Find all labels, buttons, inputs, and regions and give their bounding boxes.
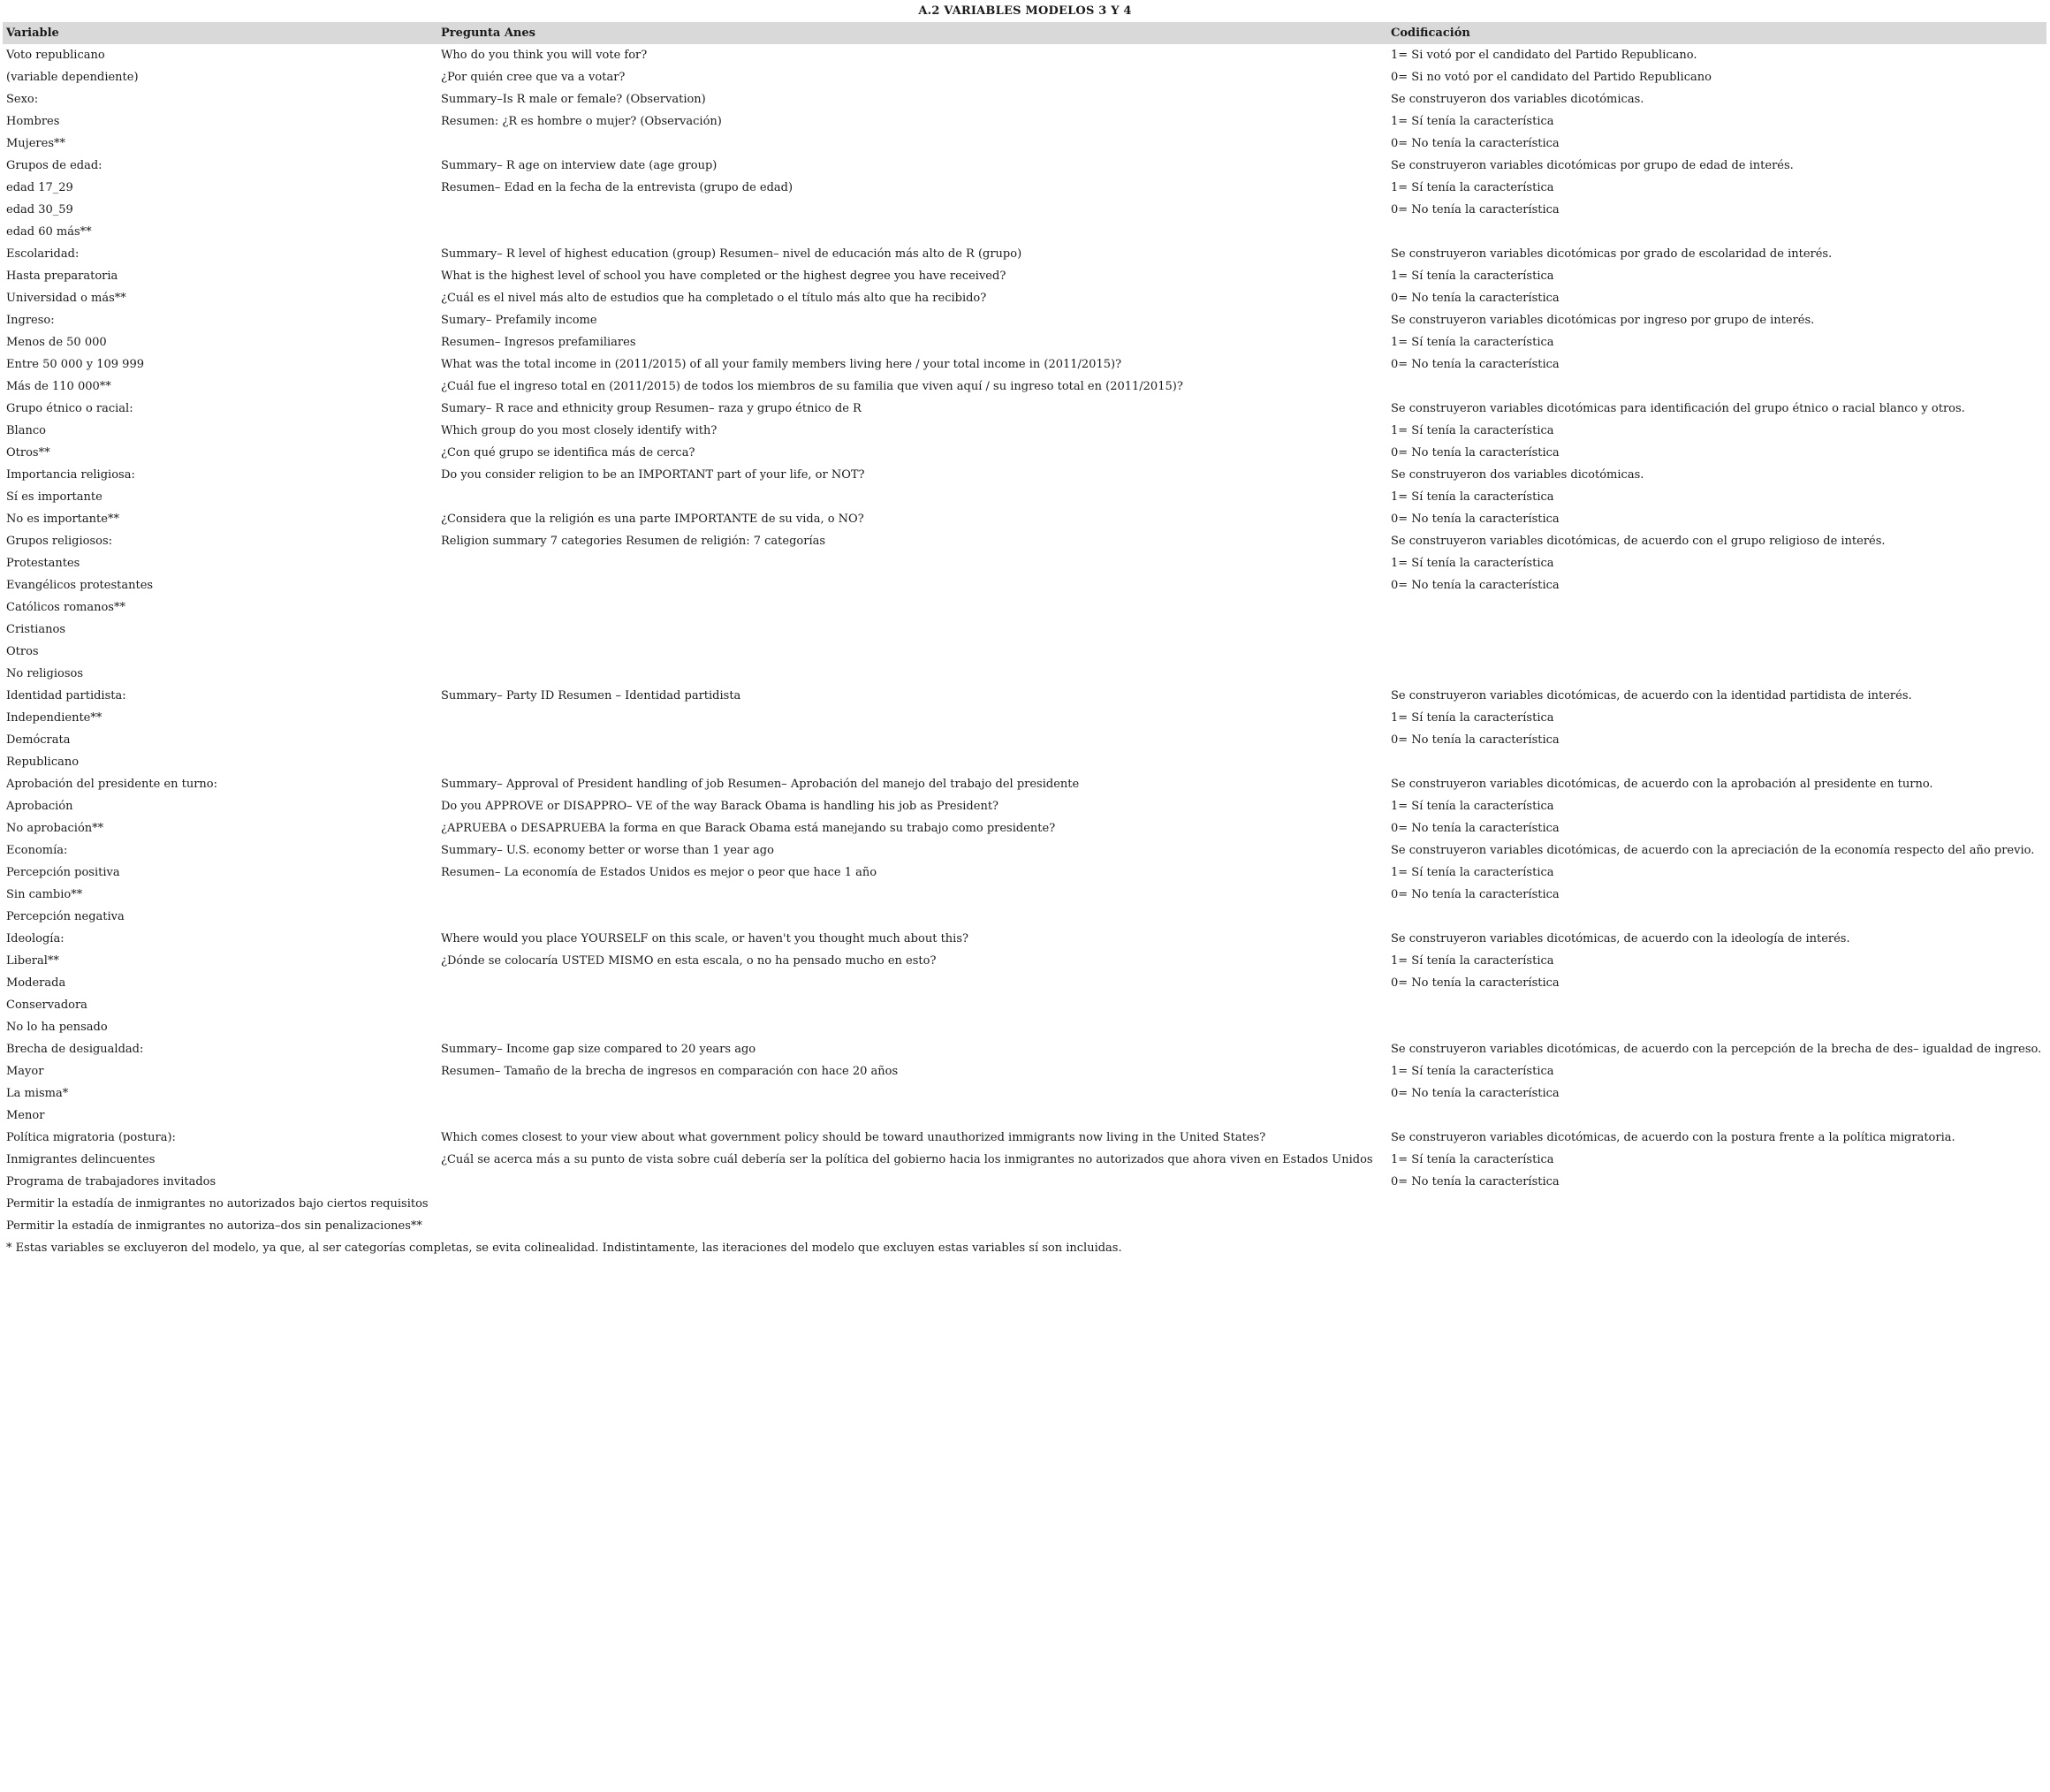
cell-codificacion: 0= No tenía la característica [1391, 888, 1560, 901]
cell-codificacion: 0= No tenía la característica [1391, 976, 1560, 990]
cell-variable: Economía: [6, 844, 68, 857]
cell-codificacion [1387, 663, 2044, 685]
table-row [3, 685, 2046, 707]
table-row [3, 1127, 2046, 1149]
cell-variable: Voto republicano [6, 49, 105, 62]
cell-pregunta [437, 751, 1387, 773]
cell-variable: Menor [6, 1109, 45, 1122]
table-row [3, 928, 2046, 950]
cell-pregunta: Who do you think you will vote for? [441, 49, 648, 62]
cell-variable: Política migratoria (postura): [6, 1131, 176, 1144]
cell-pregunta: Religion summary 7 categories Resumen de religión: 7 categorías [441, 535, 826, 548]
cell-codificacion: 1= Sí tenía la característica [1391, 424, 1554, 437]
cell-variable: Sexo: [6, 93, 39, 106]
cell-variable: Demócrata [6, 733, 71, 747]
cell-codificacion: 1= Sí tenía la característica [1391, 181, 1554, 194]
cell-variable: Más de 110 000** [6, 380, 111, 393]
cell-variable: Aprobación [6, 800, 73, 813]
cell-codificacion [1387, 994, 2044, 1016]
cell-variable: edad 60 más** [6, 225, 92, 239]
cell-codificacion: Se construyeron variables dicotómicas por grupo de edad de interés. [1391, 159, 1794, 172]
table-row [3, 243, 2046, 265]
cell-variable: Escolaridad: [6, 247, 80, 261]
table-row [3, 839, 2046, 862]
table-body [3, 44, 2046, 1237]
cell-variable: Conservadora [6, 999, 87, 1012]
header-pregunta: Pregunta Anes [441, 27, 535, 40]
cell-codificacion: 1= Si votó por el candidato del Partido Republicano. [1391, 49, 1697, 62]
cell-pregunta: ¿Cuál es el nivel más alto de estudios que ha completado o el título más alto que ha recibido? [441, 292, 987, 305]
cell-variable: Grupo étnico o racial: [6, 402, 133, 415]
cell-pregunta: Sumary– Prefamily income [441, 314, 597, 327]
table-row [3, 486, 2046, 508]
table-row [3, 88, 2046, 110]
cell-codificacion: 0= Si no votó por el candidato del Partido Republicano [1391, 71, 1712, 84]
table-row [3, 398, 2046, 420]
cell-pregunta: What is the highest level of school you have completed or the highest degree you have received? [441, 270, 1006, 283]
table-row [3, 177, 2046, 199]
cell-pregunta: Summary– Party ID Resumen – Identidad partidista [441, 689, 741, 702]
cell-variable: La misma* [6, 1087, 69, 1100]
cell-variable: Ideología: [6, 932, 65, 945]
cell-codificacion: 1= Sí tenía la característica [1391, 557, 1554, 570]
cell-pregunta [437, 1082, 1387, 1105]
cell-codificacion [1387, 1215, 2044, 1237]
table-row [3, 884, 2046, 906]
cell-codificacion [1387, 1193, 2044, 1215]
table-row [3, 508, 2046, 530]
cell-codificacion: 0= No tenía la característica [1391, 1175, 1560, 1188]
cell-variable: Moderada [6, 976, 66, 990]
cell-pregunta: Summary– Income gap size compared to 20 years ago [441, 1043, 756, 1056]
table-row [3, 353, 2046, 376]
table-row [3, 1193, 2046, 1215]
cell-codificacion [1387, 376, 2044, 398]
cell-codificacion: Se construyeron variables dicotómicas, de acuerdo con la apreciación de la economía respecto del año previo. [1391, 844, 2035, 857]
cell-codificacion: 1= Sí tenía la característica [1391, 115, 1554, 128]
cell-codificacion: 0= No tenía la característica [1391, 822, 1560, 835]
header-codificacion: Codificación [1391, 27, 1470, 40]
cell-codificacion: 1= Sí tenía la característica [1391, 1065, 1554, 1078]
cell-pregunta [437, 906, 1387, 928]
cell-codificacion: 0= No tenía la característica [1391, 1087, 1560, 1100]
cell-pregunta: Do you consider religion to be an IMPORTANT part of your life, or NOT? [441, 468, 865, 482]
cell-variable: Percepción positiva [6, 866, 120, 879]
cell-codificacion: 1= Sí tenía la característica [1391, 954, 1554, 968]
cell-variable: Sí es importante [6, 490, 102, 504]
cell-pregunta: Resumen– Ingresos prefamiliares [441, 336, 636, 349]
table-row [3, 110, 2046, 133]
cell-pregunta: Summary– R age on interview date (age group) [441, 159, 718, 172]
table-header [3, 22, 2046, 44]
table-row [3, 1171, 2046, 1193]
cell-codificacion [1387, 1105, 2044, 1127]
cell-codificacion: 1= Sí tenía la característica [1391, 1153, 1554, 1166]
cell-pregunta: ¿Dónde se colocaría USTED MISMO en esta escala, o no ha pensado mucho en esto? [441, 954, 937, 968]
cell-variable: Otros** [6, 446, 50, 459]
table-row [3, 729, 2046, 751]
table-row [3, 1149, 2046, 1171]
cell-variable: No religiosos [6, 667, 84, 680]
table-row [3, 817, 2046, 839]
cell-variable: Entre 50 000 y 109 999 [6, 358, 144, 371]
table-row [3, 552, 2046, 574]
table-row [3, 641, 2046, 663]
cell-pregunta: Summary– R level of highest education (group) Resumen– nivel de educación más alto de R (grupo) [441, 247, 1022, 261]
table-row [3, 221, 2046, 243]
table-row [3, 994, 2046, 1016]
table-row [3, 795, 2046, 817]
cell-codificacion: 0= No tenía la característica [1391, 358, 1560, 371]
cell-codificacion: 1= Sí tenía la característica [1391, 270, 1554, 283]
cell-pregunta [437, 619, 1387, 641]
cell-pregunta: ¿Con qué grupo se identifica más de cerca? [441, 446, 695, 459]
cell-variable: Liberal** [6, 954, 59, 968]
cell-variable: Programa de trabajadores invitados [6, 1175, 216, 1188]
cell-codificacion: 0= No tenía la característica [1391, 446, 1560, 459]
cell-pregunta: Where would you place YOURSELF on this scale, or haven't you thought much about this? [441, 932, 968, 945]
cell-pregunta: Summary– Approval of President handling of job Resumen– Aprobación del manejo del trabajo del presidente [441, 778, 1080, 791]
table-row [3, 1105, 2046, 1127]
cell-variable: Ingreso: [6, 314, 55, 327]
cell-variable: No aprobación** [6, 822, 104, 835]
cell-variable: Identidad partidista: [6, 689, 126, 702]
cell-variable: Aprobación del presidente en turno: [6, 778, 217, 791]
cell-pregunta [437, 972, 1387, 994]
cell-pregunta [437, 663, 1387, 685]
table-row [3, 464, 2046, 486]
cell-codificacion: 0= No tenía la característica [1391, 292, 1560, 305]
cell-pregunta [437, 884, 1387, 906]
cell-pregunta [437, 1105, 1387, 1127]
cell-variable: Grupos de edad: [6, 159, 102, 172]
cell-variable: Protestantes [6, 557, 80, 570]
cell-codificacion [1387, 906, 2044, 928]
cell-codificacion: Se construyeron variables dicotómicas por grado de escolaridad de interés. [1391, 247, 1833, 261]
table-row [3, 442, 2046, 464]
header-variable: Variable [6, 27, 59, 40]
table-row [3, 574, 2046, 596]
cell-variable: Inmigrantes delincuentes [6, 1153, 156, 1166]
cell-pregunta: ¿APRUEBA o DESAPRUEBA la forma en que Barack Obama está manejando su trabajo como presidente? [441, 822, 1056, 835]
cell-variable: Hasta preparatoria [6, 270, 118, 283]
cell-variable: Importancia religiosa: [6, 468, 135, 482]
cell-pregunta: Do you APPROVE or DISAPPRO– VE of the way Barack Obama is handling his job as President? [441, 800, 999, 813]
cell-codificacion: Se construyeron variables dicotómicas, de acuerdo con el grupo religioso de interés. [1391, 535, 1886, 548]
cell-pregunta: Which comes closest to your view about what government policy should be toward unauthorized immigrants now living in the United States? [441, 1131, 1266, 1144]
cell-variable: Cristianos [6, 623, 65, 636]
cell-codificacion: 1= Sí tenía la característica [1391, 336, 1554, 349]
cell-pregunta [437, 574, 1387, 596]
cell-variable: Mayor [6, 1065, 44, 1078]
cell-variable: Percepción negativa [6, 910, 125, 923]
table-row [3, 376, 2046, 398]
cell-pregunta: ¿Por quién cree que va a votar? [441, 71, 626, 84]
cell-variable: No lo ha pensado [6, 1021, 108, 1034]
document-title: A.2 VARIABLES MODELOS 3 Y 4 [918, 4, 1132, 18]
cell-variable: Mujeres** [6, 137, 65, 150]
cell-codificacion: Se construyeron variables dicotómicas por ingreso por grupo de interés. [1391, 314, 1815, 327]
table-row [3, 265, 2046, 287]
table-row [3, 596, 2046, 619]
cell-variable: edad 30_59 [6, 203, 73, 216]
cell-codificacion: 0= No tenía la característica [1391, 513, 1560, 526]
cell-codificacion: 1= Sí tenía la característica [1391, 800, 1554, 813]
cell-variable: (variable dependiente) [6, 71, 139, 84]
cell-pregunta [437, 641, 1387, 663]
cell-pregunta: ¿Cuál se acerca más a su punto de vista sobre cuál debería ser la política del gobierno hacia los inmigrantes no autorizados que ahora viven en Estados Unidos [441, 1153, 1373, 1166]
table-row [3, 972, 2046, 994]
table-row [3, 420, 2046, 442]
cell-variable: Brecha de desigualdad: [6, 1043, 144, 1056]
cell-variable: Grupos religiosos: [6, 535, 113, 548]
cell-codificacion [1387, 619, 2044, 641]
cell-codificacion [1387, 596, 2044, 619]
cell-pregunta [437, 552, 1387, 574]
cell-codificacion: Se construyeron dos variables dicotómicas. [1391, 468, 1644, 482]
cell-variable: No es importante** [6, 513, 119, 526]
table-row [3, 751, 2046, 773]
cell-codificacion [1387, 1016, 2044, 1038]
cell-variable: Evangélicos protestantes [6, 579, 154, 592]
table-row [3, 1082, 2046, 1105]
table-row [3, 1016, 2046, 1038]
cell-pregunta [437, 221, 1387, 243]
cell-pregunta: Resumen: ¿R es hombre o mujer? (Observación) [441, 115, 722, 128]
cell-variable: Republicano [6, 756, 80, 769]
cell-pregunta [437, 1171, 1387, 1193]
cell-codificacion: Se construyeron variables dicotómicas para identificación del grupo étnico o racial blanco y otros. [1391, 402, 1965, 415]
table-row [3, 1215, 2046, 1237]
table-row [3, 530, 2046, 552]
table-row [3, 1060, 2046, 1082]
table-row [3, 133, 2046, 155]
cell-variable: Católicos romanos** [6, 601, 125, 614]
table-row [3, 950, 2046, 972]
table-row [3, 287, 2046, 309]
cell-codificacion: Se construyeron variables dicotómicas, de acuerdo con la identidad partidista de interés. [1391, 689, 1912, 702]
cell-pregunta: ¿Considera que la religión es una parte IMPORTANTE de su vida, o NO? [441, 513, 864, 526]
cell-variable: Universidad o más** [6, 292, 126, 305]
cell-variable: Sin cambio** [6, 888, 83, 901]
cell-codificacion: 0= No tenía la característica [1391, 733, 1560, 747]
cell-pregunta: Summary–Is R male or female? (Observation) [441, 93, 706, 106]
cell-pregunta [437, 199, 1387, 221]
cell-pregunta: Resumen– Tamaño de la brecha de ingresos en comparación con hace 20 años [441, 1065, 899, 1078]
cell-variable: Permitir la estadía de inmigrantes no autoriza–dos sin penalizaciones** [6, 1219, 422, 1233]
footnote: * Estas variables se excluyeron del modelo, ya que, al ser categorías completas, se evita colinealidad. Indistintamente, las iteraciones del modelo que excluyen estas variables sí son incluidas. [6, 1241, 1122, 1255]
cell-variable: Blanco [6, 424, 46, 437]
cell-pregunta: Resumen– La economía de Estados Unidos es mejor o peor que hace 1 año [441, 866, 877, 879]
table-row [3, 619, 2046, 641]
table-row [3, 663, 2046, 685]
cell-pregunta: Sumary– R race and ethnicity group Resumen– raza y grupo étnico de R [441, 402, 862, 415]
cell-variable: Otros [6, 645, 39, 658]
cell-pregunta [437, 1215, 1387, 1237]
table-row [3, 773, 2046, 795]
cell-variable: Independiente** [6, 711, 102, 725]
table-row [3, 331, 2046, 353]
cell-codificacion [1387, 221, 2044, 243]
cell-codificacion: Se construyeron variables dicotómicas, de acuerdo con la ideología de interés. [1391, 932, 1850, 945]
cell-codificacion: 0= No tenía la característica [1391, 203, 1560, 216]
cell-variable: Permitir la estadía de inmigrantes no autorizados bajo ciertos requisitos [6, 1197, 429, 1211]
cell-codificacion: 1= Sí tenía la característica [1391, 866, 1554, 879]
cell-pregunta: What was the total income in (2011/2015) of all your family members living here / your total income in (2011/2015)? [441, 358, 1122, 371]
table-row [3, 66, 2046, 88]
table-row [3, 906, 2046, 928]
cell-codificacion [1387, 751, 2044, 773]
cell-pregunta [437, 729, 1387, 751]
table-row [3, 862, 2046, 884]
table-row [3, 1038, 2046, 1060]
table-row [3, 44, 2046, 66]
cell-codificacion: Se construyeron dos variables dicotómicas. [1391, 93, 1644, 106]
cell-codificacion: 1= Sí tenía la característica [1391, 490, 1554, 504]
cell-codificacion [1387, 641, 2044, 663]
cell-pregunta [437, 1193, 1387, 1215]
cell-codificacion: 1= Sí tenía la característica [1391, 711, 1554, 725]
cell-pregunta [437, 994, 1387, 1016]
cell-variable: Hombres [6, 115, 60, 128]
table-row [3, 309, 2046, 331]
cell-codificacion: Se construyeron variables dicotómicas, de acuerdo con la postura frente a la política migratoria. [1391, 1131, 1955, 1144]
cell-pregunta: ¿Cuál fue el ingreso total en (2011/2015) de todos los miembros de su familia que viven aquí / su ingreso total en (2011/2015)? [441, 380, 1183, 393]
cell-pregunta: Summary– U.S. economy better or worse than 1 year ago [441, 844, 774, 857]
cell-pregunta [437, 1016, 1387, 1038]
cell-pregunta [437, 486, 1387, 508]
cell-pregunta [437, 596, 1387, 619]
cell-codificacion: 0= No tenía la característica [1391, 137, 1560, 150]
cell-pregunta [437, 707, 1387, 729]
cell-variable: edad 17_29 [6, 181, 73, 194]
cell-codificacion: Se construyeron variables dicotómicas, de acuerdo con la aprobación al presidente en turno. [1391, 778, 1933, 791]
cell-pregunta: Resumen– Edad en la fecha de la entrevista (grupo de edad) [441, 181, 793, 194]
cell-codificacion: 0= No tenía la característica [1391, 579, 1560, 592]
cell-pregunta [437, 133, 1387, 155]
cell-codificacion: Se construyeron variables dicotómicas, de acuerdo con la percepción de la brecha de des– igualdad de ingreso. [1391, 1043, 2042, 1056]
table-row [3, 707, 2046, 729]
table-row [3, 155, 2046, 177]
table-row [3, 199, 2046, 221]
cell-pregunta: Which group do you most closely identify with? [441, 424, 718, 437]
cell-variable: Menos de 50 000 [6, 336, 107, 349]
